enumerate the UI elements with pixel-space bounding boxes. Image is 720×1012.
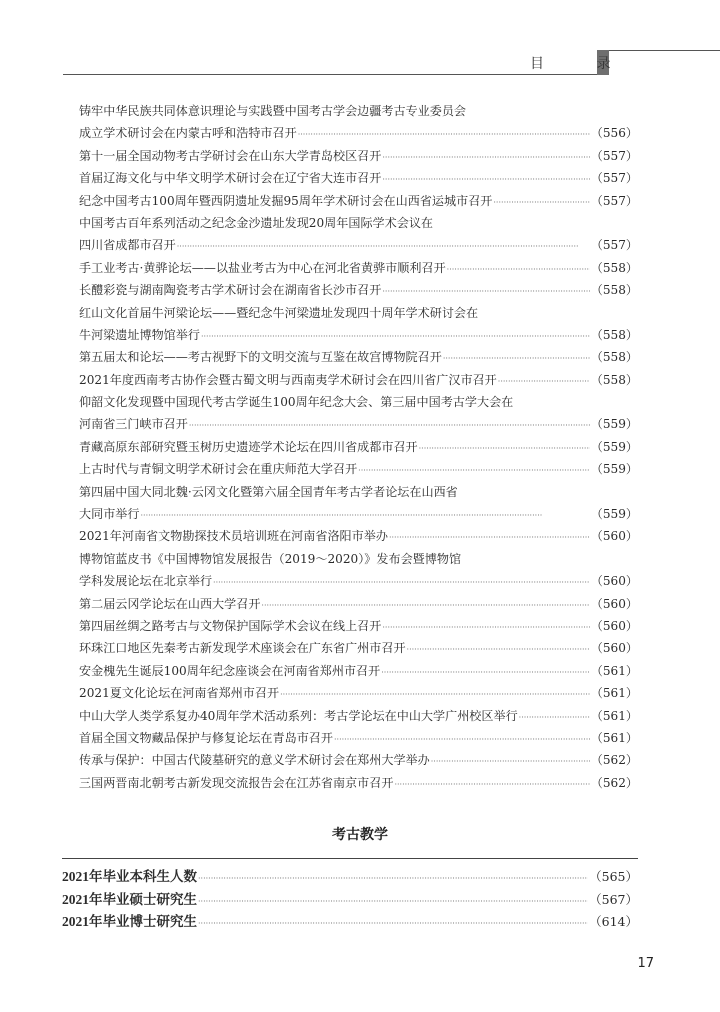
toc-entry-title: 2021年毕业硕士研究生: [62, 891, 197, 907]
toc-entry-page: （557）: [590, 148, 638, 163]
toc-entry-title: 2021年毕业博士研究生: [62, 914, 197, 930]
toc-entry[interactable]: [79, 145, 638, 167]
toc-entry-title: 第五届太和论坛——考古视野下的文明交流与互鉴在故宫博物院召开: [79, 350, 442, 365]
dot-leader: [381, 662, 589, 684]
toc-entry[interactable]: [79, 257, 638, 279]
toc-entry-title: 第十一届全国动物考古学研讨会在山东大学青岛校区召开: [79, 148, 382, 163]
toc-entry-page: （559）: [590, 462, 638, 477]
dot-leader: [493, 192, 589, 214]
toc-entry-page: （561）: [590, 708, 638, 723]
toc-entry-page: （557）: [590, 238, 638, 253]
toc-entry-page: （558）: [590, 260, 638, 275]
toc-entry-title: 铸牢中华民族共同体意识理论与实践暨中国考古学会边疆考古专业委员会: [79, 104, 467, 118]
toc-entry-page: （560）: [590, 641, 638, 656]
toc-entry[interactable]: [79, 705, 638, 727]
toc-entry-title: 第四届中国大同北魏·云冈文化暨第六届全国青年考古学者论坛在山西省: [79, 484, 458, 499]
dot-leader: [443, 348, 590, 370]
dot-leader: [382, 281, 589, 303]
toc-entry-page: （559）: [590, 439, 638, 454]
toc-entry[interactable]: [79, 570, 638, 592]
dot-leader: [389, 527, 590, 549]
toc-entry[interactable]: [79, 660, 638, 682]
dot-leader: [447, 259, 590, 281]
toc-entry[interactable]: [79, 302, 638, 324]
toc-entry[interactable]: [79, 391, 638, 413]
dot-leader: [261, 595, 589, 617]
toc-entry-title: 仰韶文化发现暨中国现代考古学诞生100周年纪念大会、第三届中国考古学大会在: [79, 395, 514, 410]
toc-entry-title: 长醴彩瓷与湖南陶瓷考古学术研讨会在湖南省长沙市召开: [79, 283, 382, 298]
dot-leader: [498, 371, 590, 393]
toc-entry-title: 大同市举行: [79, 507, 140, 522]
toc-entry[interactable]: [79, 234, 638, 256]
dot-leader: [189, 415, 590, 437]
toc-entry-title: 青藏高原东部研究暨玉树历史遗迹学术论坛在四川省成都市召开: [79, 439, 418, 454]
toc-entry[interactable]: [79, 525, 638, 547]
toc-entry-page: （565）: [589, 869, 638, 884]
toc-entry-title: 手工业考古·黄骅论坛——以盐业考古为中心在河北省黄骅市顺利召开: [79, 260, 446, 275]
toc-entry-page: （561）: [590, 730, 638, 745]
header-top-rule: [600, 50, 720, 51]
toc-entry-title: 第二届云冈学论坛在山西大学召开: [79, 596, 261, 611]
toc-entry-title: 传承与保护：中国古代陵墓研究的意义学术研讨会在郑州大学举办: [79, 753, 430, 768]
toc-entry[interactable]: [79, 682, 638, 704]
toc-entry-page: （559）: [590, 417, 638, 432]
toc-entry[interactable]: [79, 436, 638, 458]
toc-entry[interactable]: [79, 212, 638, 234]
toc-entry-title: 学科发展论坛在北京举行: [79, 574, 213, 589]
dot-leader: [334, 729, 590, 751]
toc-entry-page: （557）: [590, 171, 638, 186]
toc-entry-page: （560）: [590, 529, 638, 544]
toc-entry-page: （558）: [590, 372, 638, 387]
toc-entry[interactable]: [79, 167, 638, 189]
toc-entry-title: 安金槐先生诞辰100周年纪念座谈会在河南省郑州市召开: [79, 663, 381, 678]
toc-entry[interactable]: [79, 749, 638, 771]
toc-entry-page: （561）: [590, 663, 638, 678]
dot-leader: [298, 124, 590, 146]
dot-leader: [280, 684, 590, 706]
toc-entry[interactable]: [79, 190, 638, 212]
toc-entry-page: （614）: [589, 914, 638, 930]
header-rule: [63, 74, 605, 75]
toc-entry-title: 2021年毕业本科生人数: [62, 869, 197, 884]
dot-leader: [419, 438, 590, 460]
toc-entry[interactable]: [79, 548, 638, 570]
dot-leader: [382, 147, 589, 169]
toc-entry-page: （556）: [590, 126, 638, 141]
toc-list: [79, 100, 638, 794]
toc-entry-page: （560）: [590, 596, 638, 611]
toc-entry[interactable]: [79, 637, 638, 659]
toc-entry-title: 2021年河南省文物勘探技术员培训班在河南省洛阳市举办: [79, 529, 388, 544]
toc-entry[interactable]: [79, 369, 638, 391]
toc-entry-page: （557）: [590, 193, 638, 208]
toc-entry-title: 红山文化首届牛河梁论坛——暨纪念牛河梁遗址发现四十周年学术研讨会在: [79, 305, 479, 320]
toc-entry-page: （567）: [589, 891, 638, 907]
toc-entry[interactable]: [62, 889, 638, 912]
toc-entry[interactable]: [79, 727, 638, 749]
toc-entry-title: 中国考古百年系列活动之纪念金沙遗址发现20周年国际学术会议在: [79, 215, 434, 230]
dot-leader: [407, 639, 590, 661]
toc-entry[interactable]: [79, 615, 638, 637]
dot-leader: [198, 891, 588, 914]
dot-leader: [394, 774, 589, 796]
section-heading: 考古教学: [332, 827, 388, 843]
toc-entry[interactable]: [79, 503, 638, 525]
dot-leader: [198, 868, 588, 891]
toc-entry-title: 三国两晋南北朝考古新发现交流报告会在江苏省南京市召开: [79, 775, 394, 790]
toc-entry-title: 河南省三门峡市召开: [79, 417, 188, 432]
toc-entry[interactable]: [62, 911, 638, 934]
toc-entry-page: （560）: [590, 574, 638, 589]
toc-entry[interactable]: [79, 772, 638, 794]
toc-entry-title: 牛河梁遗址博物馆举行: [79, 327, 200, 342]
section-rule: [62, 858, 638, 859]
toc-entry-page: （559）: [590, 507, 638, 522]
toc-entry[interactable]: [79, 346, 638, 368]
running-header-title: 目 录: [530, 56, 635, 72]
toc-entry-title: 第四届丝绸之路考古与文物保护国际学术会议在线上召开: [79, 618, 382, 633]
toc-entry-page: （558）: [590, 283, 638, 298]
toc-entry-page: （558）: [590, 350, 638, 365]
dot-leader: [198, 913, 588, 936]
dot-leader: [201, 326, 590, 348]
toc-entry-page: （561）: [590, 686, 638, 701]
dot-leader: [382, 617, 589, 639]
dot-leader: [382, 169, 589, 191]
dot-leader: [213, 572, 590, 594]
toc-entry-title: 中山大学人类学系复办40周年学术活动系列：考古学论坛在中山大学广州校区举行: [79, 708, 518, 723]
toc-entry-title: 四川省成都市召开: [79, 238, 176, 253]
toc-entry[interactable]: [62, 866, 638, 889]
dot-leader: [177, 236, 590, 258]
toc-entry-title: 上古时代与青铜文明学术研讨会在重庆师范大学召开: [79, 462, 358, 477]
toc-entry-title: 成立学术研讨会在内蒙古呼和浩特市召开: [79, 126, 297, 141]
toc-entry[interactable]: [79, 593, 638, 615]
toc-entry[interactable]: [79, 279, 638, 301]
toc-entry-page: （562）: [590, 753, 638, 768]
toc-entry-title: 纪念中国考古100周年暨西阴遗址发掘95周年学术研讨会在山西省运城市召开: [79, 193, 493, 208]
toc-entry[interactable]: [79, 413, 638, 435]
toc-entry-title: 首届辽海文化与中华文明学术研讨会在辽宁省大连市召开: [79, 171, 382, 186]
toc-entry[interactable]: [79, 458, 638, 480]
toc-entry-page: （560）: [590, 618, 638, 633]
dot-leader: [519, 707, 590, 729]
toc-entry-page: （562）: [590, 775, 638, 790]
dot-leader: [140, 505, 589, 527]
dot-leader: [358, 460, 590, 482]
toc-entry-title: 2021夏文化论坛在河南省郑州市召开: [79, 686, 280, 701]
toc-entry-title: 环珠江口地区先秦考古新发现学术座谈会在广东省广州市召开: [79, 641, 406, 656]
toc-entry-title: 首届全国文物藏品保护与修复论坛在青岛市召开: [79, 730, 333, 745]
dot-leader: [431, 751, 590, 773]
toc-entry[interactable]: [79, 100, 638, 122]
toc-entry[interactable]: [79, 324, 638, 346]
toc-entry[interactable]: [79, 481, 638, 503]
toc-entry-title: 博物馆蓝皮书《中国博物馆发展报告（2019～2020）》发布会暨博物馆: [79, 551, 462, 566]
toc-section-list: [62, 866, 638, 934]
toc-entry[interactable]: [79, 122, 638, 144]
toc-entry-page: （558）: [590, 327, 638, 342]
toc-entry-title: 2021年度西南考古协作会暨古蜀文明与西南夷学术研讨会在四川省广汉市召开: [79, 372, 497, 387]
page-number: 17: [637, 956, 654, 971]
